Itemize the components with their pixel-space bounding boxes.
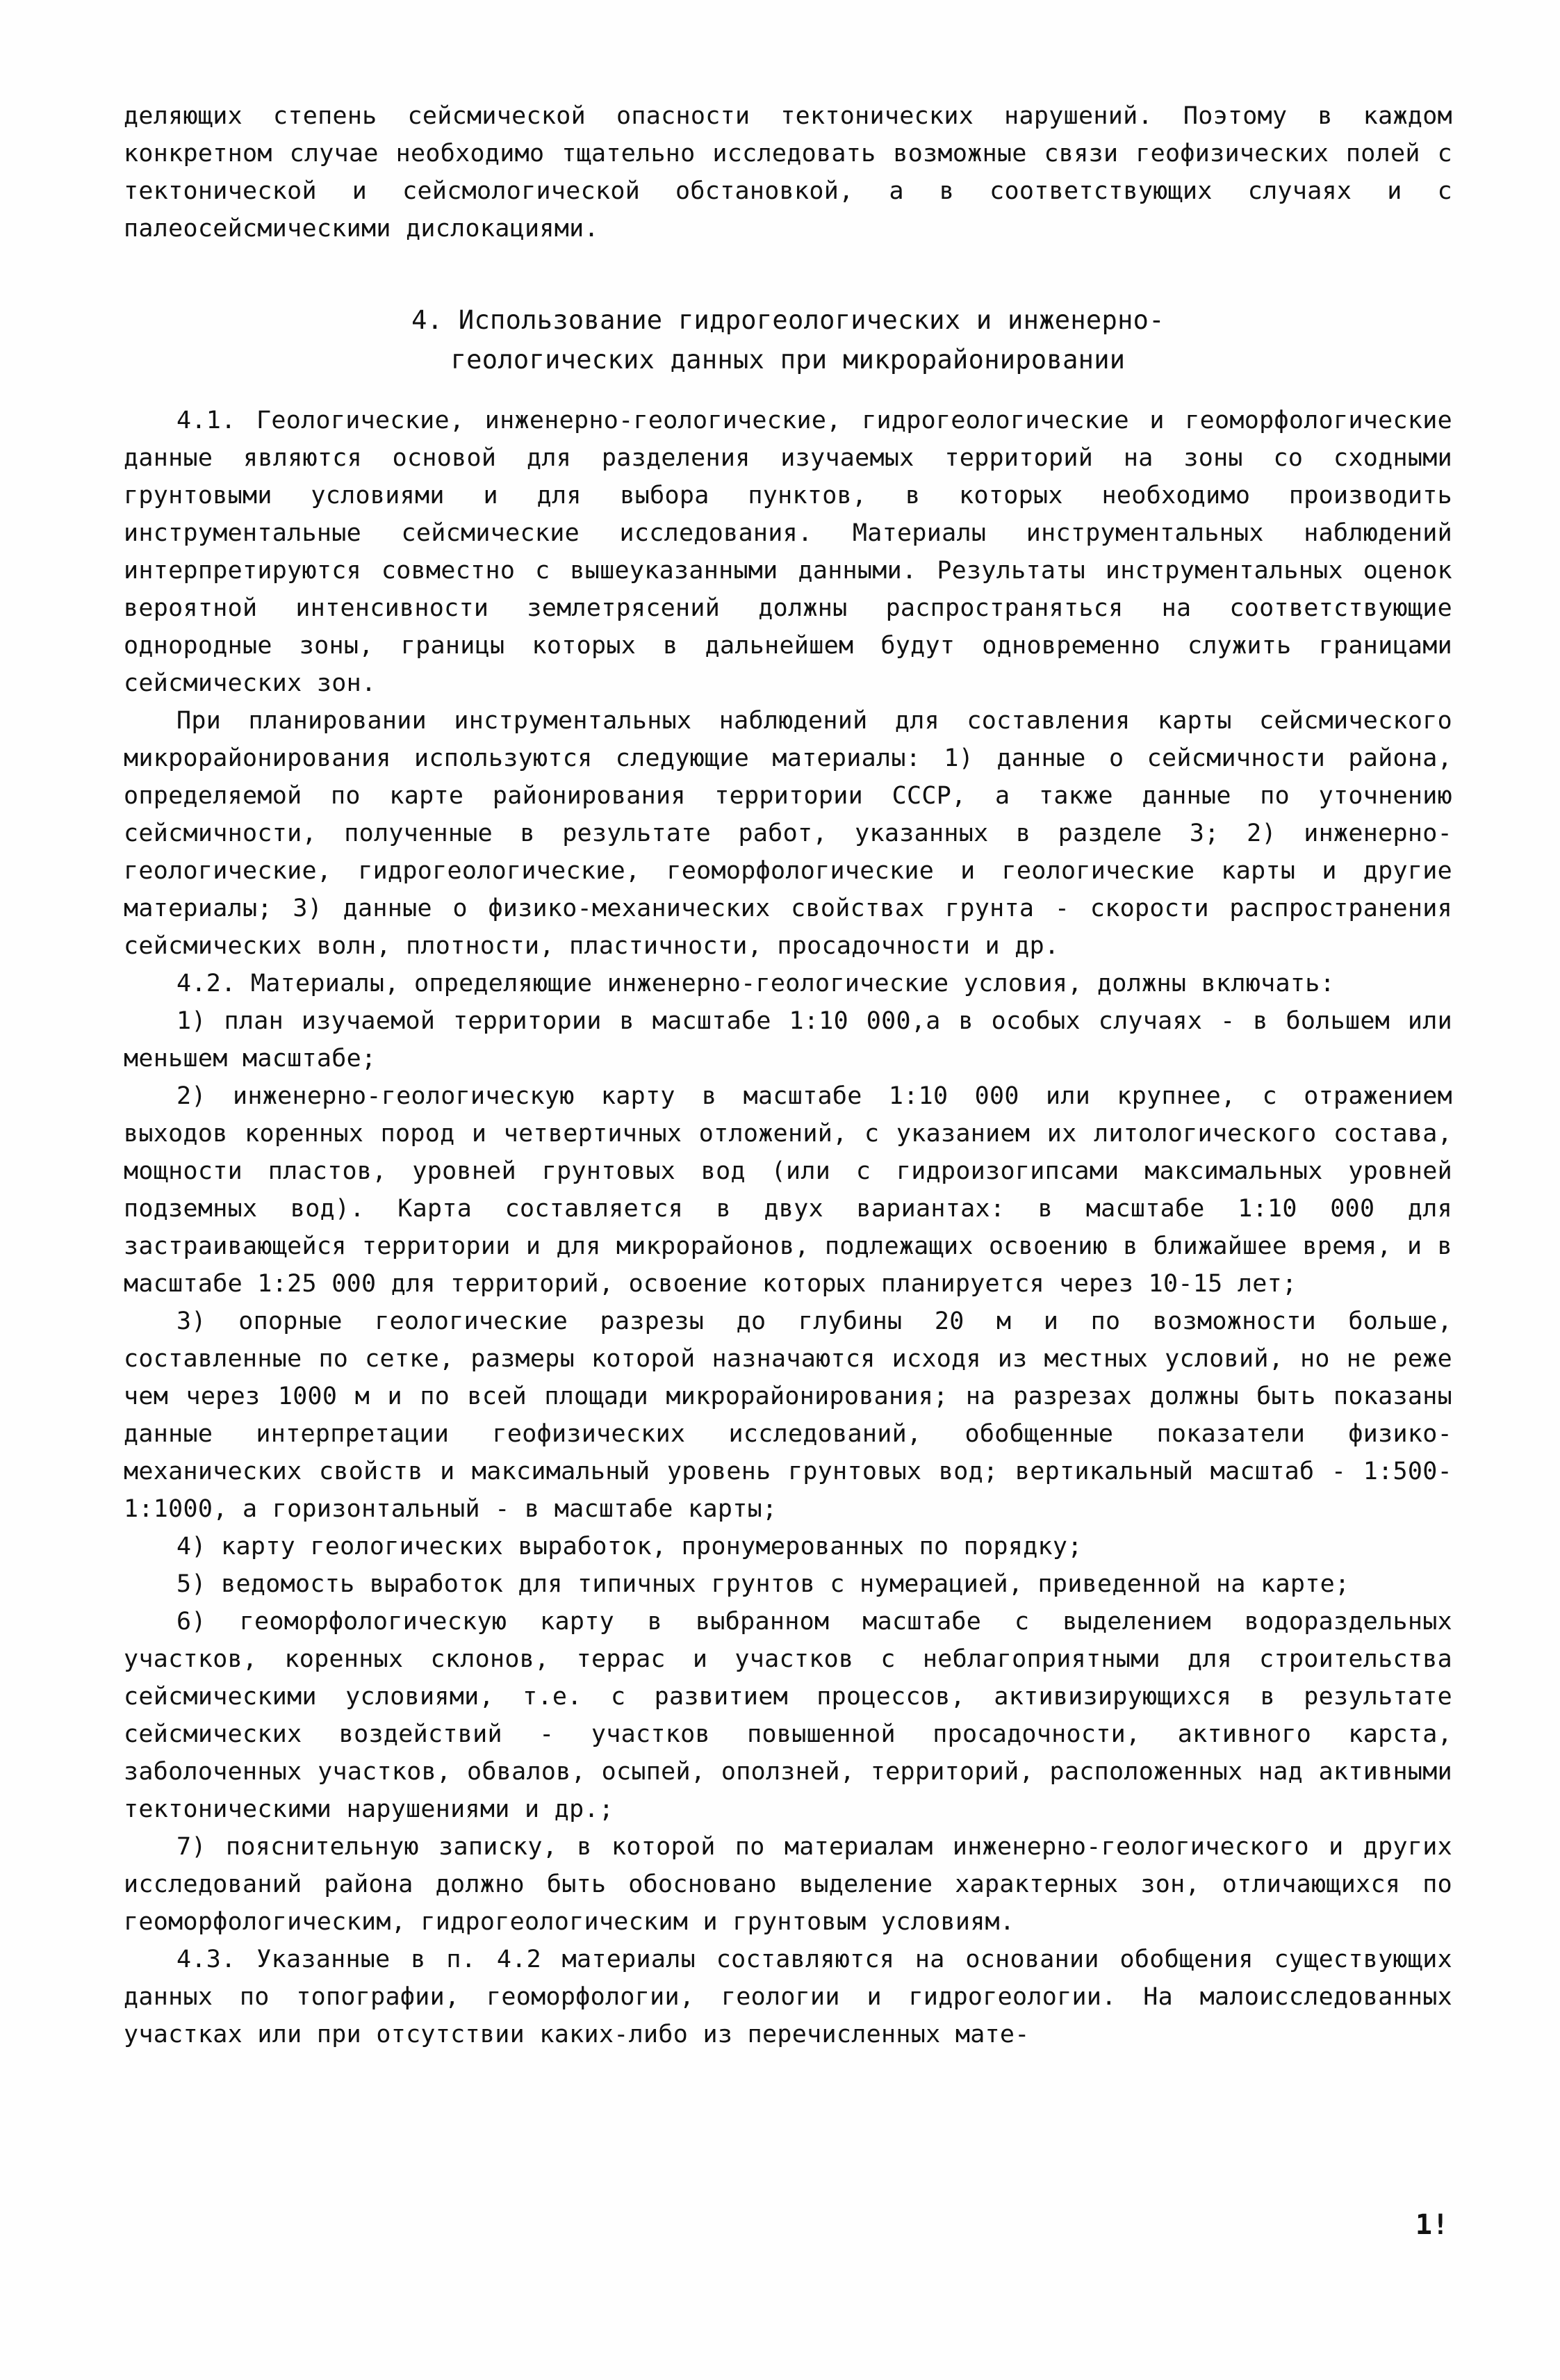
paragraph-4-3: 4.3. Указанные в п. 4.2 материалы составляются на основании обобщения существующих данных по топографии, геоморфологии, геологии и гидрогеологии. На малоисследованных участках или при отсутствии каких-либо из перечисленных мате-: [124, 1946, 1452, 2048]
list-item-3: 3) опорные геологические разрезы до глубины 20 м и по возможности больше, составленные по сетке, размеры которой назначаются исходя из местных условий, но не реже чем через 1000 м и по всей площади микрорайонирования; на разрезах должны быть показаны данные интерпретации геофизических исследований, обобщенные показатели физико-механических свойств и максимальный уровень грунтовых вод; вертикальный масштаб - 1:500-1:1000, а горизонтальный - в масштабе карты;: [124, 1307, 1452, 1523]
list-item-7: 7) пояснительную записку, в которой по материалам инженерно-геологического и других исследований района должно быть обосновано выделение характерных зон, отличающихся по геоморфологическим, гидрогеологическим и грунтовым условиям.: [124, 1833, 1452, 1936]
intro-text-block: [124, 97, 1452, 247]
list-item-2: 2) инженерно-геологическую карту в масштабе 1:10 000 или крупнее, с отражением выходов коренных пород и четвертичных отложений, с указанием их литологического состава, мощности пластов, уровней грунтовых вод (или с гидроизогипсами максимальных уровней подземных вод). Карта составляется в двух вариантах: в масштабе 1:10 000 для застраивающейся территории и для микрорайонов, подлежащих освоению в ближайшее время, и в масштабе 1:25 000 для территорий, освоение которых планируется через 10-15 лет;: [124, 1082, 1452, 1298]
list-item-6: 6) геоморфологическую карту в выбранном масштабе с выделением водораздельных участков, коренных склонов, террас и участков с неблагоприятными для строительства сейсмическими условиями, т.е. с развитием процессов, активизирующихся в результате сейсмических воздействий - участков повышенной просадочности, активного карста, заболоченных участков, обвалов, осыпей, оползней, территорий, расположенных над активными тектоническими нарушениями и др.;: [124, 1608, 1452, 1823]
section-heading-line-2: геологических данных при микрорайонировании: [450, 345, 1126, 375]
section-heading: [124, 300, 1452, 380]
page-number: 1!: [1415, 2209, 1449, 2241]
intro-paragraph: деляющих степень сейсмической опасности тектонических нарушений. Поэтому в каждом конкретном случае необходимо тщательно исследовать возможные связи геофизических полей с тектонической и сейсмологической обстановкой, а в соответствующих случаях и с палеосейсмическими дислокациями.: [124, 102, 1452, 243]
section-heading-line-1: 4. Использование гидрогеологических и инженерно-: [411, 305, 1165, 335]
paragraph-4-1: 4.1. Геологические, инженерно-геологические, гидрогеологические и геоморфологические данные являются основой для разделения изучаемых территорий на зоны со сходными грунтовыми условиями и для выбора пунктов, в которых необходимо производить инструментальные сейсмические исследования. Материалы инструментальных наблюдений интерпретируются совместно с вышеуказанными данными. Результаты инструментальных оценок вероятной интенсивности землетрясений должны распространяться на соответствующие однородные зоны, границы которых в дальнейшем будут одновременно служить границами сейсмических зон.: [124, 407, 1452, 697]
body-text-block: [124, 402, 1452, 2053]
paragraph-4-2: 4.2. Материалы, определяющие инженерно-геологические условия, должны включать:: [176, 970, 1335, 997]
list-item-1: 1) план изучаемой территории в масштабе 1:10 000,а в особых случаях - в большем или меньшем масштабе;: [124, 1007, 1452, 1073]
paragraph-planning: При планировании инструментальных наблюдений для составления карты сейсмического микрорайонирования используются следующие материалы: 1) данные о сейсмичности района, определяемой по карте районирования территории СССР, а также данные по уточнению сейсмичности, полученные в результате работ, указанных в разделе 3; 2) инженерно-геологические, гидрогеологические, геоморфологические и геологические карты и другие материалы; 3) данные о физико-механических свойствах грунта - скорости распространения сейсмических волн, плотности, пластичности, просадочности и др.: [124, 707, 1452, 960]
list-item-4: 4) карту геологических выработок, пронумерованных по порядку;: [176, 1533, 1083, 1560]
list-item-5: 5) ведомость выработок для типичных грунтов с нумерацией, приведенной на карте;: [176, 1570, 1350, 1598]
